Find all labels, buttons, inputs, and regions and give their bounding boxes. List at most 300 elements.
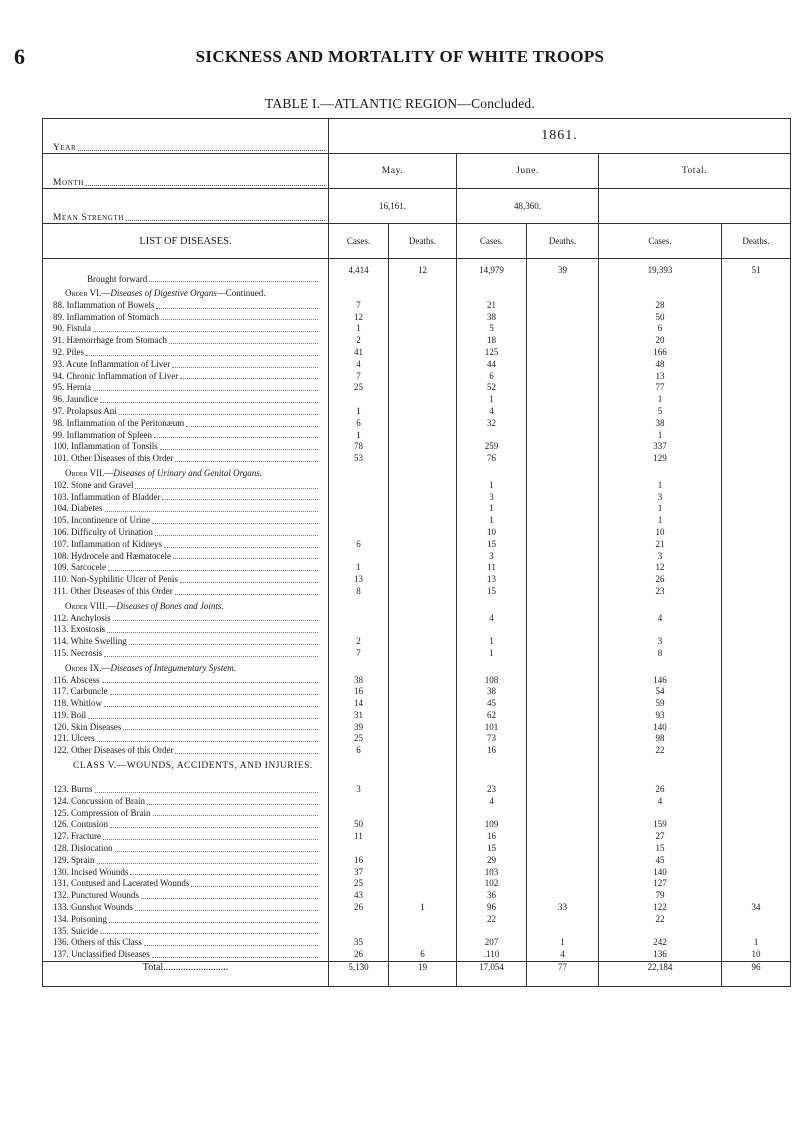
value-cell bbox=[527, 323, 598, 335]
order-heading bbox=[53, 468, 322, 480]
value-cell bbox=[527, 441, 598, 453]
value-cell: 37 bbox=[354, 866, 363, 877]
order-title: Diseases of Integumentary System. bbox=[110, 662, 236, 673]
value-cell: 1 bbox=[657, 429, 663, 440]
spacer-cell bbox=[722, 660, 790, 675]
value-cell bbox=[722, 406, 790, 418]
disease-row-label bbox=[53, 613, 322, 625]
value-cell: 7 bbox=[356, 299, 361, 310]
value-cell bbox=[389, 675, 456, 687]
disease-name: 99. Inflammation of Spleen bbox=[53, 429, 152, 440]
disease-name: 89. Inflammation of Stomach bbox=[53, 311, 159, 322]
value-cell: 6 bbox=[356, 417, 361, 428]
value-cell: 13 bbox=[487, 574, 496, 585]
value-cell: 6 bbox=[356, 538, 361, 549]
value-cell: 3 bbox=[489, 550, 494, 561]
value-cell: 23 bbox=[655, 585, 665, 596]
value-cell: 5 bbox=[489, 323, 494, 334]
value-cell bbox=[722, 394, 790, 406]
running-head: SICKNESS AND MORTALITY OF WHITE TROOPS bbox=[195, 47, 605, 66]
value-cell bbox=[329, 515, 388, 527]
value-cell bbox=[389, 382, 456, 394]
total-value: 17,054 bbox=[457, 962, 527, 987]
value-cell bbox=[527, 382, 598, 394]
value-cell bbox=[722, 819, 790, 831]
value-cell bbox=[527, 686, 598, 698]
value-cell bbox=[527, 503, 598, 515]
disease-row-label bbox=[53, 480, 322, 492]
value-cell: 62 bbox=[487, 709, 496, 720]
value-cell: 109 bbox=[484, 819, 499, 830]
value-cell: 3 bbox=[657, 636, 663, 647]
disease-name: 118. Whitlow bbox=[53, 698, 102, 709]
value-cell: 12 bbox=[655, 562, 665, 573]
value-cell bbox=[329, 613, 388, 625]
disease-name: 120. Skin Diseases bbox=[53, 721, 122, 732]
value-cell: 18 bbox=[487, 335, 496, 346]
value-cell bbox=[389, 323, 456, 335]
value-cell: 140 bbox=[653, 866, 667, 877]
value-cell bbox=[389, 418, 456, 430]
value-cell: 34 bbox=[751, 902, 761, 913]
value-cell: 16 bbox=[354, 854, 363, 865]
value-cell bbox=[527, 406, 598, 418]
value-cell bbox=[389, 624, 456, 636]
disease-name: 93. Acute Inflammation of Liver bbox=[53, 358, 171, 369]
value-cell: 22 bbox=[487, 913, 496, 924]
disease-row-label bbox=[53, 394, 322, 406]
value-cell: 98 bbox=[655, 733, 665, 744]
value-cell bbox=[722, 574, 790, 586]
disease-name: 106. Difficulty of Urination bbox=[53, 526, 153, 537]
disease-name: 137. Unclassified Diseases bbox=[53, 949, 150, 960]
total-heading: Total. bbox=[599, 154, 791, 189]
total-value: 77 bbox=[527, 962, 599, 987]
value-cell bbox=[389, 937, 456, 949]
value-cell bbox=[527, 574, 598, 586]
value-cell bbox=[722, 843, 790, 855]
order-heading bbox=[53, 288, 322, 300]
total-value: 96 bbox=[722, 962, 791, 987]
value-cell bbox=[722, 831, 790, 843]
value-cell bbox=[722, 722, 790, 734]
month-may: May. bbox=[329, 154, 457, 189]
value-cell: 1 bbox=[753, 937, 759, 948]
value-cell bbox=[527, 784, 598, 796]
deaths-heading: Deaths. bbox=[527, 224, 599, 259]
disease-row-label bbox=[53, 562, 322, 574]
value-cell bbox=[389, 453, 456, 465]
value-cell: 6 bbox=[356, 745, 361, 756]
value-cell: 13 bbox=[354, 574, 363, 585]
value-cell: 8 bbox=[356, 585, 361, 596]
order-number: Order VII.— bbox=[65, 467, 114, 478]
disease-name: 122. Other Diseases of this Order bbox=[53, 745, 174, 756]
value-cell: 5 bbox=[657, 405, 663, 416]
disease-name: 135. Suicide bbox=[53, 925, 98, 936]
value-cell bbox=[389, 819, 456, 831]
disease-row-label bbox=[53, 867, 322, 879]
column-heading-row bbox=[43, 224, 791, 259]
order-title: Diseases of Digestive Organs bbox=[110, 288, 217, 298]
spacer-cell bbox=[457, 285, 526, 300]
value-cell: 51 bbox=[751, 265, 761, 275]
value-cell bbox=[527, 371, 598, 383]
disease-name: 115. Necrosis bbox=[53, 647, 103, 658]
value-cell: 39 bbox=[354, 721, 363, 732]
disease-name: 92. Piles bbox=[53, 346, 85, 357]
value-cell bbox=[722, 551, 790, 563]
disease-name: 132. Punctured Wounds bbox=[53, 890, 139, 901]
disease-row-label bbox=[53, 265, 322, 285]
value-cell bbox=[389, 698, 456, 710]
value-cell bbox=[722, 453, 790, 465]
value-cell: 3 bbox=[657, 550, 663, 561]
spacer-cell bbox=[599, 598, 721, 613]
disease-name: 113. Exostosis bbox=[53, 624, 106, 635]
value-cell: 1 bbox=[356, 562, 361, 573]
cases-heading: Cases. bbox=[329, 224, 389, 259]
month-row bbox=[43, 154, 791, 189]
value-cell bbox=[527, 515, 598, 527]
disease-row-label bbox=[53, 574, 322, 586]
value-cell: 31 bbox=[354, 709, 363, 720]
value-cell: 21 bbox=[655, 538, 665, 549]
spacer-cell bbox=[457, 465, 526, 480]
value-cell: 15 bbox=[655, 843, 665, 854]
disease-row-label bbox=[53, 648, 322, 660]
value-cell: 41 bbox=[354, 346, 363, 357]
value-cell bbox=[527, 698, 598, 710]
value-cell bbox=[527, 335, 598, 347]
value-cell: 21 bbox=[487, 299, 496, 310]
spacer-cell bbox=[389, 598, 456, 613]
value-cell: 13 bbox=[655, 370, 665, 381]
value-cell: 19,393 bbox=[647, 265, 673, 275]
value-cell: 1 bbox=[657, 515, 663, 526]
value-cell: 146 bbox=[653, 674, 667, 685]
value-cell: 35 bbox=[354, 937, 363, 948]
order-title: Diseases of Urinary and Genital Organs. bbox=[113, 467, 263, 478]
spacer-cell bbox=[389, 757, 456, 784]
value-cell bbox=[722, 613, 790, 625]
value-cell: 1 bbox=[489, 394, 494, 405]
value-cell: 96 bbox=[487, 902, 496, 913]
disease-row-label bbox=[53, 503, 322, 515]
value-cell bbox=[527, 586, 598, 598]
spacer-cell bbox=[527, 465, 598, 480]
value-cell bbox=[722, 515, 790, 527]
strength-row bbox=[43, 189, 791, 224]
disease-name: 131. Contused and Lacerated Wounds bbox=[53, 878, 190, 889]
value-cell: 76 bbox=[487, 453, 496, 464]
value-cell: 4 bbox=[560, 949, 565, 960]
value-cell bbox=[527, 843, 598, 855]
order-heading bbox=[53, 601, 322, 613]
value-cell: 28 bbox=[655, 299, 665, 310]
value-cell: 27 bbox=[655, 831, 665, 842]
value-cell: 3 bbox=[657, 491, 663, 502]
value-cell: 8 bbox=[657, 647, 663, 658]
disease-name: 119. Boil bbox=[53, 709, 87, 720]
disease-row-label bbox=[53, 359, 322, 371]
disease-name: 88. Inflammation of Bowels bbox=[53, 299, 155, 310]
value-cell bbox=[722, 648, 790, 660]
value-cell bbox=[722, 539, 790, 551]
value-cell bbox=[527, 878, 598, 890]
value-cell: 16 bbox=[487, 745, 496, 756]
value-cell bbox=[527, 394, 598, 406]
order-title: Diseases of Bones and Joints. bbox=[116, 600, 224, 611]
disease-row-label bbox=[53, 926, 322, 938]
disease-label-column bbox=[43, 259, 329, 962]
june-cases-column bbox=[457, 259, 527, 962]
disease-name: 97. Prolapsus Ani bbox=[53, 405, 117, 416]
value-cell bbox=[527, 551, 598, 563]
value-cell bbox=[389, 890, 456, 902]
disease-row-label bbox=[53, 722, 322, 734]
value-cell: 15 bbox=[487, 843, 496, 854]
disease-name: 123. Burns bbox=[53, 784, 93, 795]
value-cell: 166 bbox=[653, 346, 667, 357]
disease-name: 111. Other Diseases of this Order bbox=[53, 585, 173, 596]
value-cell bbox=[457, 808, 526, 820]
month-june: June. bbox=[457, 154, 599, 189]
spacer-cell bbox=[457, 757, 526, 784]
disease-name: 121. Ulcers bbox=[53, 733, 95, 744]
value-cell bbox=[722, 745, 790, 757]
value-cell bbox=[527, 745, 598, 757]
value-cell bbox=[527, 418, 598, 430]
value-cell: 1 bbox=[489, 647, 494, 658]
disease-name: 110. Non-Syphilitic Ulcer of Penis bbox=[53, 574, 178, 585]
disease-name: 102. Stone and Gravel bbox=[53, 479, 134, 490]
value-cell: 136 bbox=[653, 949, 667, 960]
disease-name: 95. Hernia bbox=[53, 382, 91, 393]
value-cell: 1 bbox=[489, 503, 494, 514]
value-cell bbox=[389, 539, 456, 551]
disease-row-label bbox=[53, 300, 322, 312]
year-row bbox=[43, 119, 791, 154]
value-cell: 59 bbox=[655, 698, 665, 709]
value-cell: 16 bbox=[354, 686, 363, 697]
value-cell: 78 bbox=[354, 441, 363, 452]
value-cell: 259 bbox=[484, 441, 499, 452]
month-label-cell: Month bbox=[43, 154, 329, 189]
value-cell: 10 bbox=[751, 949, 761, 960]
total-value: 19 bbox=[389, 962, 457, 987]
value-cell: 3 bbox=[489, 491, 494, 502]
value-cell bbox=[527, 796, 598, 808]
value-cell bbox=[389, 648, 456, 660]
total-row bbox=[43, 962, 791, 987]
value-cell bbox=[599, 926, 721, 938]
value-cell: 1 bbox=[420, 902, 425, 913]
value-cell bbox=[527, 722, 598, 734]
value-cell: 48 bbox=[655, 358, 665, 369]
value-cell: 22 bbox=[655, 913, 665, 924]
value-cell: 7 bbox=[356, 370, 361, 381]
value-cell: 10 bbox=[655, 526, 665, 537]
value-cell bbox=[389, 686, 456, 698]
value-cell bbox=[389, 808, 456, 820]
total-deaths-column bbox=[722, 259, 791, 962]
value-cell bbox=[527, 648, 598, 660]
disease-row-label bbox=[53, 382, 322, 394]
value-cell bbox=[722, 733, 790, 745]
disease-row-label bbox=[53, 819, 322, 831]
value-cell bbox=[329, 527, 388, 539]
disease-row-label bbox=[53, 686, 322, 698]
value-cell bbox=[329, 551, 388, 563]
disease-name: 109. Sarcocele bbox=[53, 562, 106, 573]
value-cell bbox=[722, 503, 790, 515]
spacer-cell bbox=[722, 598, 790, 613]
value-cell bbox=[457, 430, 526, 442]
disease-name: 112. Anchylosis bbox=[53, 612, 111, 623]
disease-row-label bbox=[53, 698, 322, 710]
order-number: Order VI.— bbox=[65, 288, 111, 298]
value-cell: 39 bbox=[558, 265, 567, 275]
spacer-cell bbox=[599, 660, 721, 675]
value-cell bbox=[329, 624, 388, 636]
value-cell bbox=[329, 796, 388, 808]
value-cell bbox=[389, 574, 456, 586]
cases-heading: Cases. bbox=[599, 224, 722, 259]
value-cell: 4 bbox=[489, 795, 494, 806]
value-cell: 16 bbox=[487, 831, 496, 842]
value-cell bbox=[527, 819, 598, 831]
value-cell: 3 bbox=[356, 784, 361, 795]
value-cell bbox=[722, 926, 790, 938]
value-cell: 33 bbox=[558, 902, 567, 913]
value-cell bbox=[599, 624, 721, 636]
value-cell bbox=[527, 312, 598, 324]
value-cell: 26 bbox=[354, 949, 363, 960]
value-cell bbox=[527, 914, 598, 926]
value-cell bbox=[722, 784, 790, 796]
disease-row-label bbox=[53, 515, 322, 527]
value-cell bbox=[722, 480, 790, 492]
value-cell bbox=[457, 624, 526, 636]
value-cell: 10 bbox=[487, 526, 496, 537]
disease-name: Brought forward bbox=[87, 274, 148, 284]
spacer-cell bbox=[329, 465, 388, 480]
disease-row-label bbox=[53, 745, 322, 757]
disease-row-label bbox=[53, 843, 322, 855]
value-cell bbox=[527, 636, 598, 648]
value-cell: 25 bbox=[354, 382, 363, 393]
value-cell: 1 bbox=[560, 937, 565, 948]
order-number: Order VIII.— bbox=[65, 600, 117, 611]
disease-name: 91. Hæmorrhage from Stomach bbox=[53, 335, 167, 346]
value-cell bbox=[722, 624, 790, 636]
disease-row-label bbox=[53, 539, 322, 551]
disease-name: 134. Poisoning bbox=[53, 913, 108, 924]
value-cell: 125 bbox=[484, 346, 499, 357]
disease-row-label bbox=[53, 624, 322, 636]
value-cell bbox=[389, 878, 456, 890]
table-caption: TABLE I.—ATLANTIC REGION—Concluded. bbox=[265, 96, 535, 111]
disease-name: 128. Dislocation bbox=[53, 843, 113, 854]
value-cell: 127 bbox=[653, 878, 667, 889]
value-cell bbox=[527, 733, 598, 745]
disease-row-label bbox=[53, 441, 322, 453]
value-cell bbox=[329, 926, 388, 938]
value-cell bbox=[722, 492, 790, 504]
value-cell: 6 bbox=[489, 370, 494, 381]
value-cell bbox=[389, 867, 456, 879]
value-cell bbox=[527, 347, 598, 359]
disease-row-label bbox=[53, 784, 322, 796]
value-cell: .110 bbox=[483, 949, 500, 960]
value-cell: 242 bbox=[653, 937, 667, 948]
value-cell bbox=[527, 453, 598, 465]
spacer-cell bbox=[527, 757, 598, 784]
order-heading bbox=[53, 663, 322, 675]
value-cell bbox=[722, 808, 790, 820]
value-cell: 102 bbox=[484, 878, 499, 889]
list-of-diseases-heading: LIST OF DISEASES. bbox=[43, 224, 329, 259]
value-cell bbox=[527, 890, 598, 902]
value-cell bbox=[722, 586, 790, 598]
value-cell bbox=[389, 636, 456, 648]
value-cell: 12 bbox=[418, 265, 427, 275]
value-cell bbox=[389, 733, 456, 745]
value-cell bbox=[527, 527, 598, 539]
disease-row-label bbox=[53, 855, 322, 867]
value-cell: 50 bbox=[655, 311, 665, 322]
disease-row-label bbox=[53, 492, 322, 504]
value-cell bbox=[329, 914, 388, 926]
value-cell bbox=[722, 686, 790, 698]
value-cell: 2 bbox=[356, 636, 361, 647]
disease-row-label bbox=[53, 675, 322, 687]
value-cell bbox=[722, 698, 790, 710]
disease-name: 100. Inflammation of Tonsils bbox=[53, 441, 158, 452]
disease-row-label bbox=[53, 551, 322, 563]
value-cell bbox=[722, 418, 790, 430]
value-cell: 44 bbox=[487, 358, 496, 369]
value-cell bbox=[329, 480, 388, 492]
total-label-cell: Total.......................... bbox=[43, 962, 329, 987]
value-cell: 2 bbox=[356, 335, 361, 346]
value-cell bbox=[722, 675, 790, 687]
disease-name: 105. Incontinence of Urine bbox=[53, 515, 150, 526]
spacer-cell bbox=[329, 757, 388, 784]
value-cell bbox=[389, 613, 456, 625]
value-cell bbox=[722, 382, 790, 394]
value-cell bbox=[389, 371, 456, 383]
value-cell bbox=[389, 312, 456, 324]
value-cell bbox=[722, 312, 790, 324]
value-cell bbox=[329, 394, 388, 406]
value-cell bbox=[722, 636, 790, 648]
disease-row-label bbox=[53, 796, 322, 808]
disease-name: 90. Fistula bbox=[53, 323, 92, 334]
value-cell bbox=[329, 808, 388, 820]
value-cell: 108 bbox=[484, 674, 499, 685]
value-cell bbox=[527, 808, 598, 820]
disease-name: 136. Others of this Class bbox=[53, 937, 142, 948]
spacer-cell bbox=[389, 660, 456, 675]
value-cell bbox=[722, 855, 790, 867]
value-cell bbox=[527, 926, 598, 938]
value-cell bbox=[722, 347, 790, 359]
value-cell bbox=[722, 914, 790, 926]
value-cell: 53 bbox=[354, 453, 363, 464]
disease-name: 133. Gunshot Wounds bbox=[53, 902, 133, 913]
